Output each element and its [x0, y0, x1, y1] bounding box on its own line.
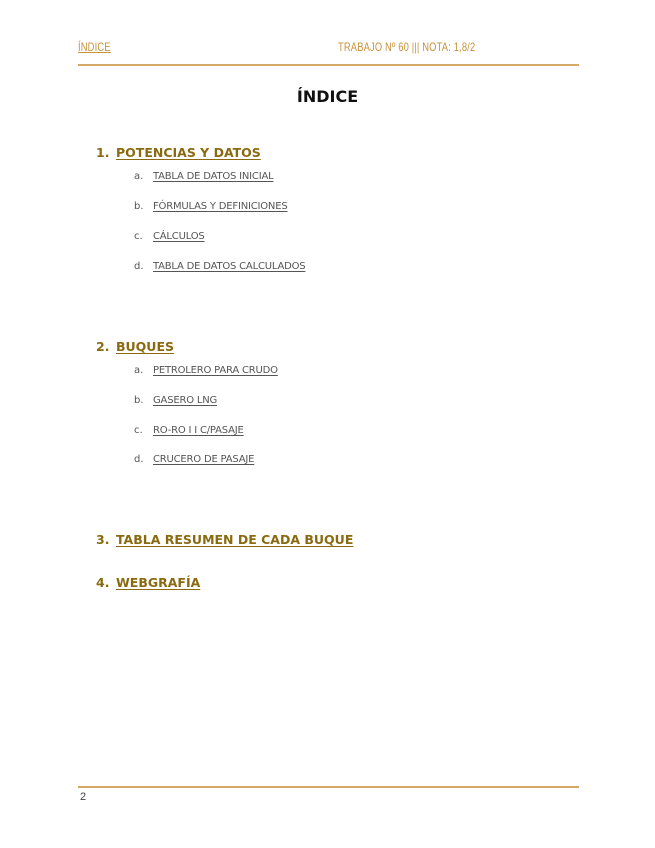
- toc-section-1[interactable]: [96, 145, 261, 160]
- toc-subitem-link[interactable]: RO-RO I I C/PASAJE: [153, 425, 244, 436]
- toc-section-4[interactable]: [96, 575, 200, 590]
- toc-subitem-link[interactable]: CRUCERO DE PASAJE: [153, 454, 255, 465]
- footer-divider: [78, 786, 579, 788]
- toc-subitem[interactable]: [134, 365, 278, 376]
- toc-subitem[interactable]: [134, 231, 205, 242]
- page-title: ÍNDICE: [296, 87, 359, 106]
- header-section-title: ÍNDICE: [78, 40, 111, 54]
- toc-subitem-letter: c.: [134, 425, 143, 436]
- page-number: 2: [80, 791, 87, 803]
- toc-section-number: 3.: [96, 532, 110, 547]
- toc-section-number: 1.: [96, 145, 110, 160]
- header-divider: [78, 64, 579, 66]
- header-document-info: TRABAJO Nº 60 ||| NOTA: 1,8/2: [338, 40, 476, 54]
- toc-subitem-link[interactable]: FÓRMULAS Y DEFINICIONES: [153, 201, 288, 212]
- toc-subitem-letter: c.: [134, 231, 143, 242]
- toc-subitem-letter: b.: [134, 201, 144, 212]
- toc-section-number: 2.: [96, 339, 110, 354]
- toc-subitem[interactable]: [134, 395, 217, 406]
- toc-section-2[interactable]: [96, 339, 174, 354]
- toc-subitem[interactable]: [134, 201, 287, 212]
- toc-subitem[interactable]: [134, 425, 244, 436]
- toc-subitem[interactable]: [134, 454, 254, 465]
- toc-section-link[interactable]: TABLA RESUMEN DE CADA BUQUE: [116, 532, 354, 547]
- toc-subitem-link[interactable]: GASERO LNG: [153, 395, 218, 406]
- toc-subitem-link[interactable]: PETROLERO PARA CRUDO: [153, 365, 278, 376]
- toc-subitem[interactable]: [134, 261, 305, 272]
- toc-subitem-letter: d.: [134, 454, 144, 465]
- toc-subitem-letter: d.: [134, 261, 144, 272]
- toc-section-3[interactable]: [96, 532, 353, 547]
- toc-subitem-link[interactable]: CÁLCULOS: [153, 231, 205, 242]
- toc-section-link[interactable]: BUQUES: [116, 339, 174, 354]
- toc-section-link[interactable]: WEBGRAFÍA: [116, 575, 201, 590]
- toc-subitem-letter: b.: [134, 395, 144, 406]
- toc-subitem-link[interactable]: TABLA DE DATOS CALCULADOS: [153, 261, 306, 272]
- toc-section-link[interactable]: POTENCIAS Y DATOS: [116, 145, 261, 160]
- toc-subitem-letter: a.: [134, 365, 144, 376]
- toc-subitem-link[interactable]: TABLA DE DATOS INICIAL: [153, 171, 274, 182]
- toc-subitem-letter: a.: [134, 171, 144, 182]
- toc-section-number: 4.: [96, 575, 110, 590]
- toc-subitem[interactable]: [134, 171, 273, 182]
